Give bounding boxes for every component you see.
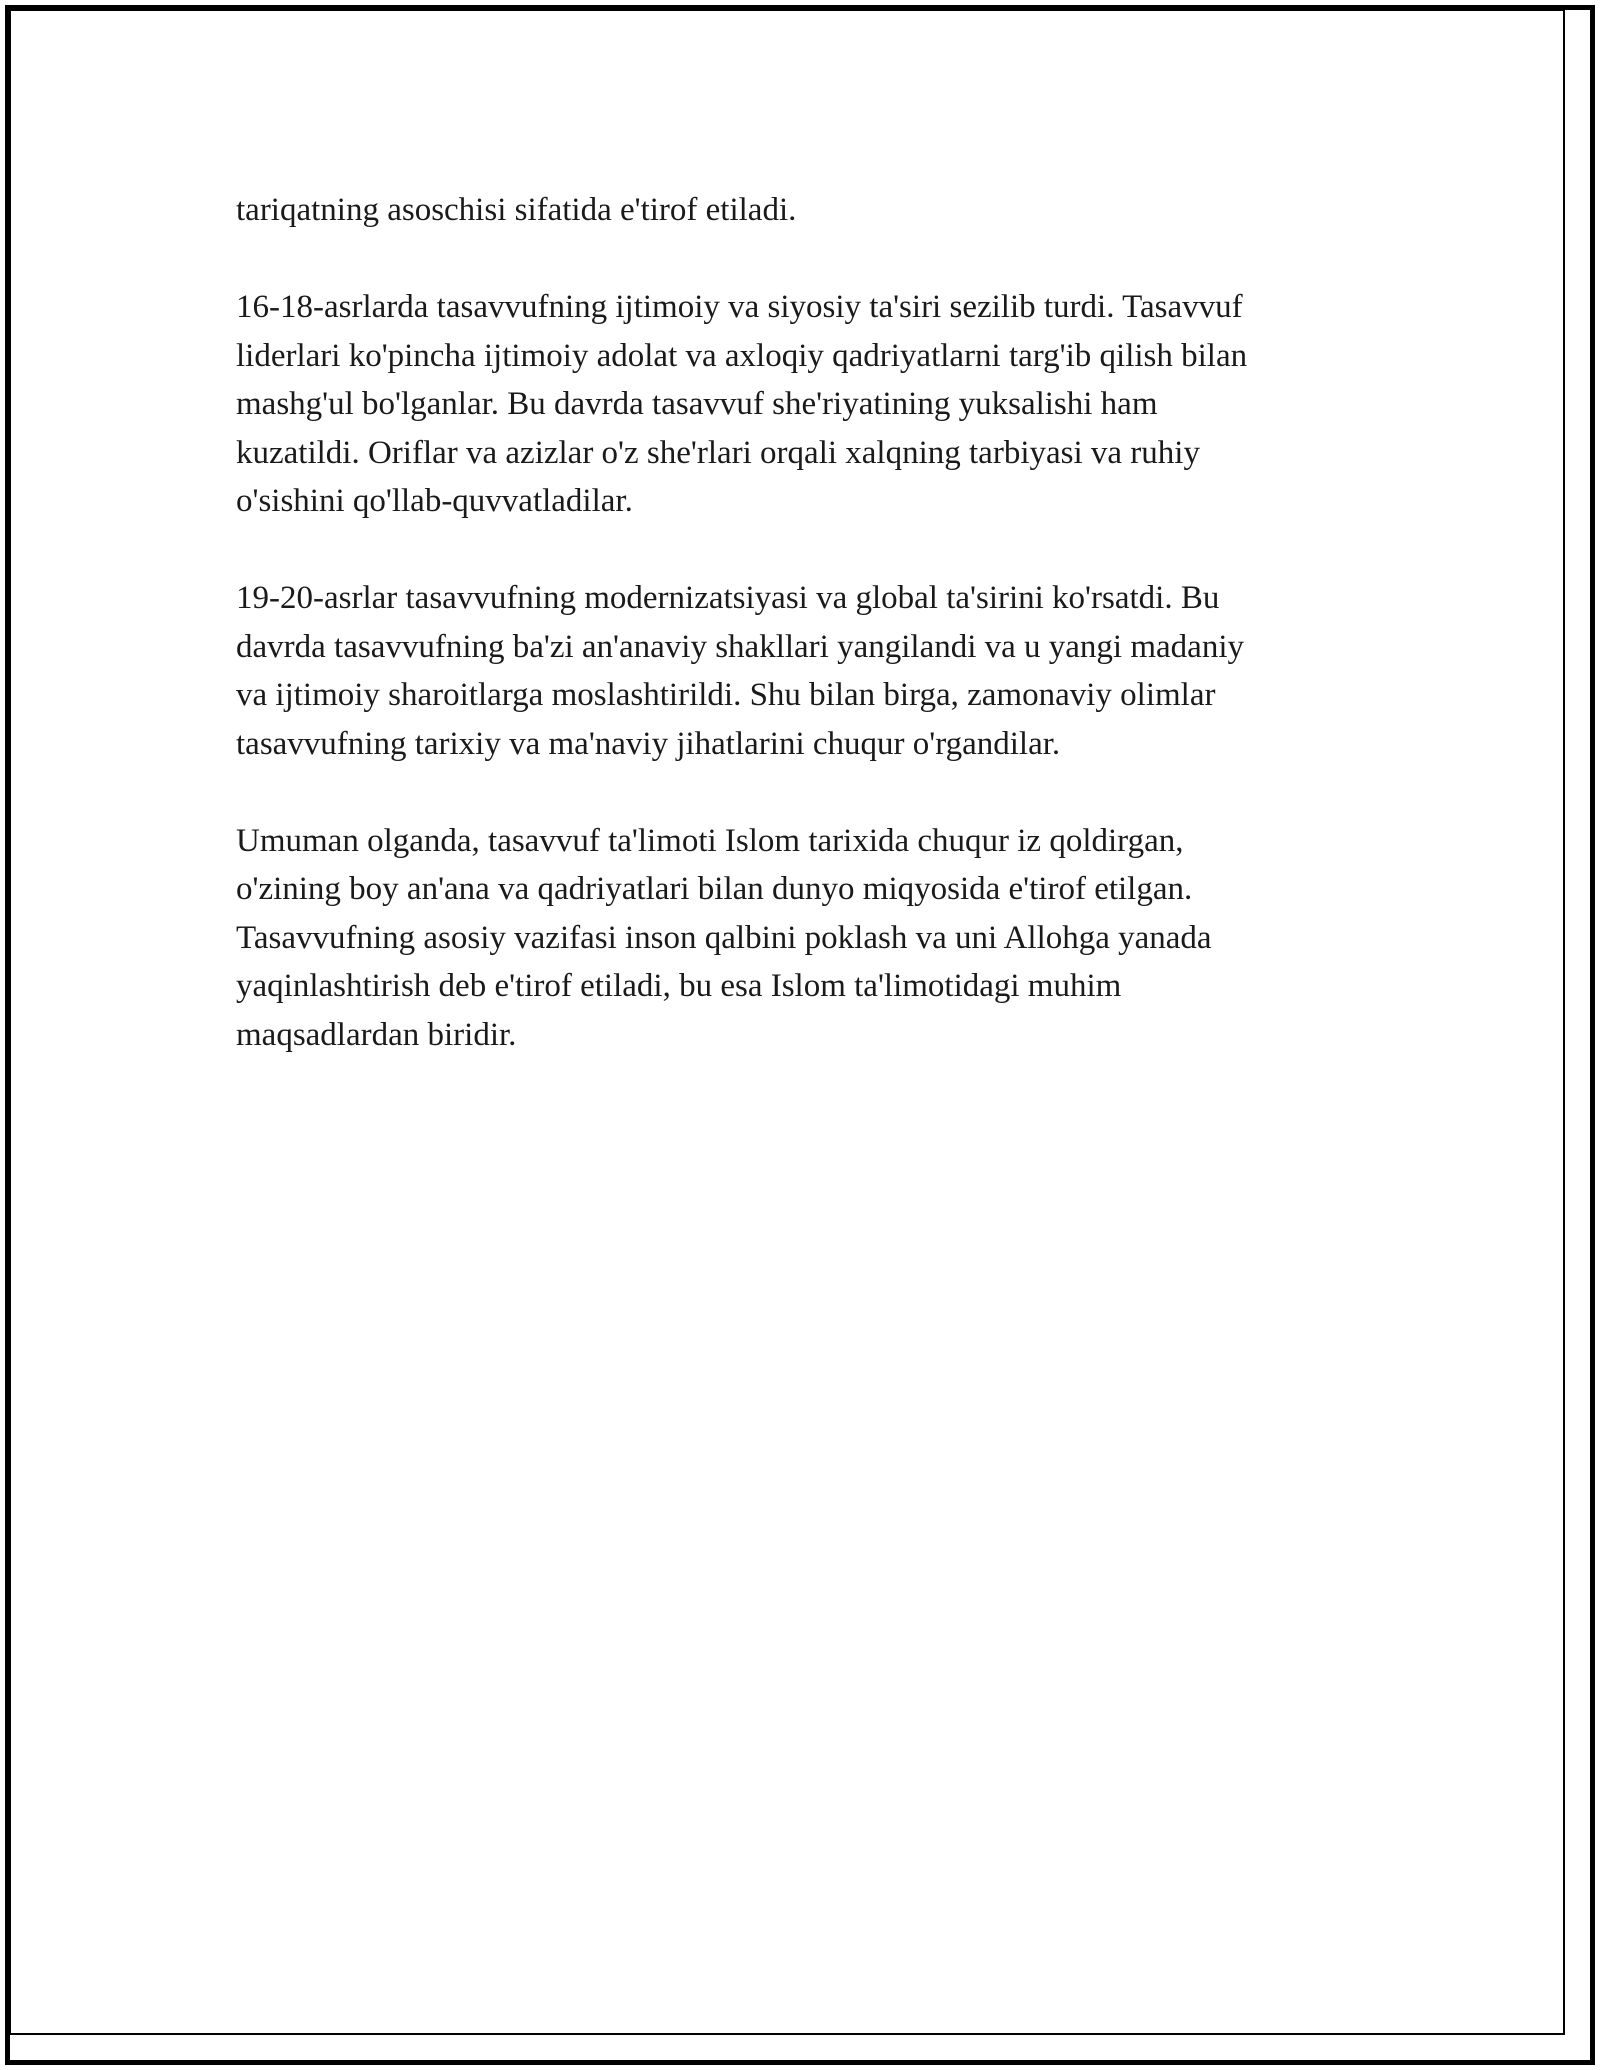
paragraph-continuation: tariqatning asoschisi sifatida e'tirof etiladi.	[236, 192, 797, 228]
paragraph-16-18-centuries: 16-18-asrlarda tasavvufning ijtimoiy va siyosiy ta'siri sezilib turdi. Tasavvuf liderlari ko'pincha ijtimoiy adolat va axloqiy qadriyatlarni targ'ib qilish bilan mashg'ul bo'lganlar. Bu davrda tasavvuf she'riyatining yuksalishi ham kuzatildi. Oriflar va azizlar o'z she'rlari orqali xalqning tarbiyasi va ruhiy o'sishini qo'llab-quvvatladilar.	[236, 289, 1248, 519]
paragraph-conclusion: Umuman olganda, tasavvuf ta'limoti Islom tarixida chuqur iz qoldirgan, o'zining boy an'ana va qadriyatlari bilan dunyo miqyosida e'tirof etilgan. Tasavvufning asosiy vazifasi inson qalbini poklash va uni Allohga yanada yaqinlashtirish deb e'tirof etiladi, bu esa Islom ta'limotidagi muhim maqsadlardan biridir.	[236, 822, 1212, 1053]
paragraph-19-20-centuries: 19-20-asrlar tasavvufning modernizatsiyasi va global ta'sirini ko'rsatdi. Bu davrda tasavvufning ba'zi an'anaviy shakllari yangilandi va u yangi madaniy va ijtimoiy sharoitlarga moslashtirildi. Shu bilan birga, zamonaviy olimlar tasavvufning tarixiy va ma'naviy jihatlarini chuqur o'rgandilar.	[236, 580, 1244, 762]
document-body	[236, 186, 1386, 1108]
